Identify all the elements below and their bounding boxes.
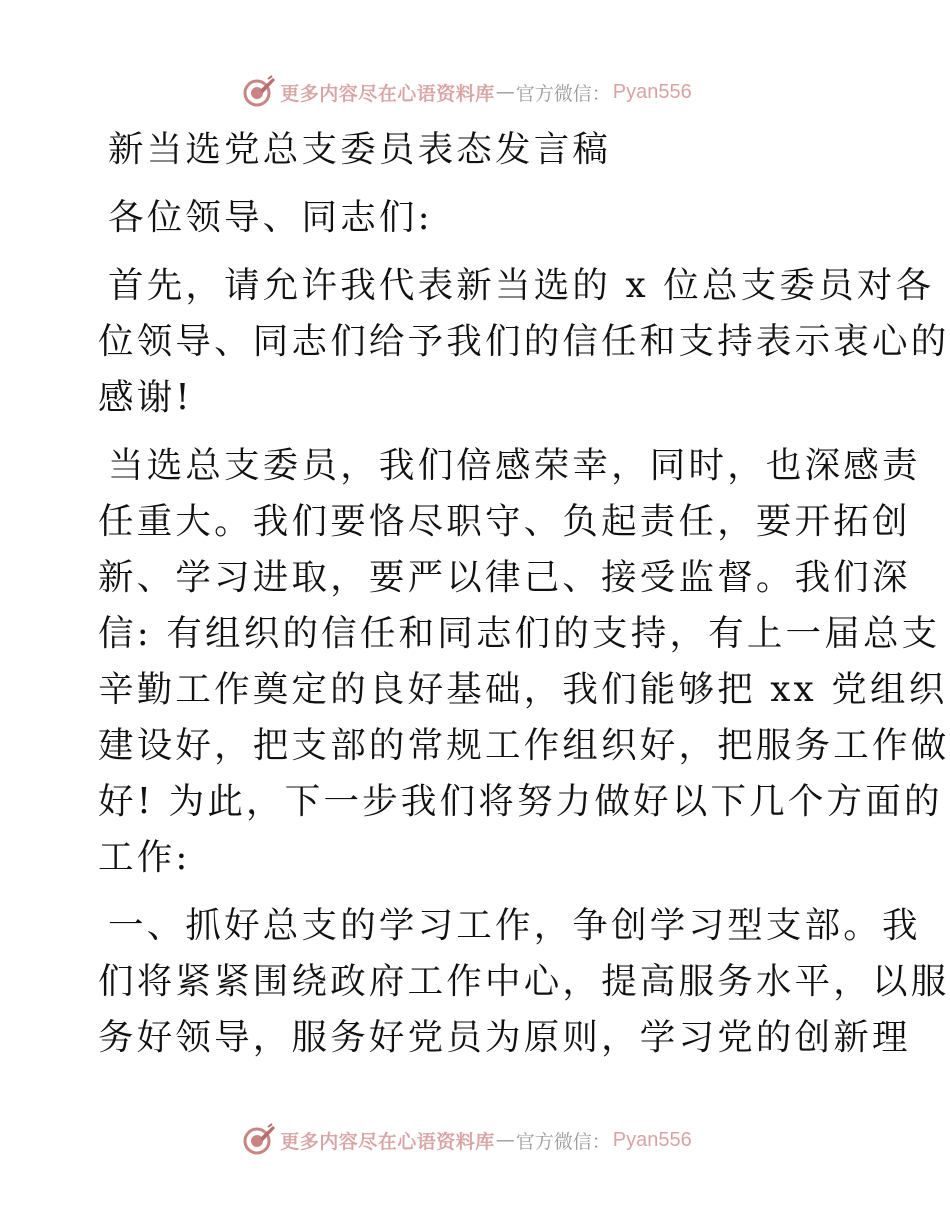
paragraph-line: 建设好，把支部的常规工作组织好，把服务工作做 — [98, 725, 950, 766]
paragraph-3 — [98, 898, 950, 1066]
watermark-wechat-id: Pyan556 — [612, 80, 692, 103]
document-body — [98, 122, 950, 1066]
paragraph-line: 首先，请允许我代表新当选的 x 位总支委员对各 — [108, 265, 935, 306]
watermark-wechat-id: Pyan556 — [612, 1128, 692, 1151]
pen-logo-icon — [242, 75, 276, 109]
pen-logo-icon — [242, 1123, 276, 1157]
watermark-brand-text: 更多内容尽在心语资料库 — [280, 82, 495, 105]
paragraph-line: 信: 有组织的信任和同志们的支持，有上一届总支 — [98, 613, 941, 654]
paragraph-line: 务好领导，服务好党员为原则，学习党的创新理 — [98, 1017, 911, 1058]
paragraph-line: 当选总支委员，我们倍感荣幸，同时，也深感责 — [108, 445, 921, 486]
watermark-dash: — — [495, 81, 515, 103]
paragraph-line: 感谢! — [98, 377, 193, 418]
paragraph-1 — [98, 258, 950, 426]
watermark-brand-text: 更多内容尽在心语资料库 — [280, 1130, 495, 1153]
salutation: 各位领导、同志们: — [108, 197, 433, 238]
watermark-dash: — — [495, 1129, 515, 1151]
paragraph-line: 任重大。我们要恪尽职守、负起责任，要开拓创 — [98, 501, 911, 542]
header-watermark — [0, 72, 950, 112]
paragraph-2 — [98, 438, 950, 886]
paragraph-line: 新、学习进取，要严以律己、接受监督。我们深 — [98, 557, 911, 598]
paragraph-line: 好! 为此，下一步我们将努力做好以下几个方面的 — [98, 781, 943, 822]
paragraph-line: 工作: — [98, 837, 191, 878]
paragraph-line: 一、抓好总支的学习工作，争创学习型支部。我 — [108, 905, 921, 946]
paragraph-line: 们将紧紧围绕政府工作中心，提高服务水平，以服 — [98, 961, 950, 1002]
paragraph-line: 位领导、同志们给予我们的信任和支持表示衷心的 — [98, 321, 950, 362]
watermark-official-label: 官方微信： — [515, 82, 611, 105]
watermark-official-label: 官方微信： — [515, 1130, 611, 1153]
document-title: 新当选党总支委员表态发言稿 — [108, 129, 612, 170]
paragraph-line: 辛勤工作奠定的良好基础，我们能够把 xx 党组织 — [98, 669, 948, 710]
footer-watermark — [0, 1120, 950, 1160]
